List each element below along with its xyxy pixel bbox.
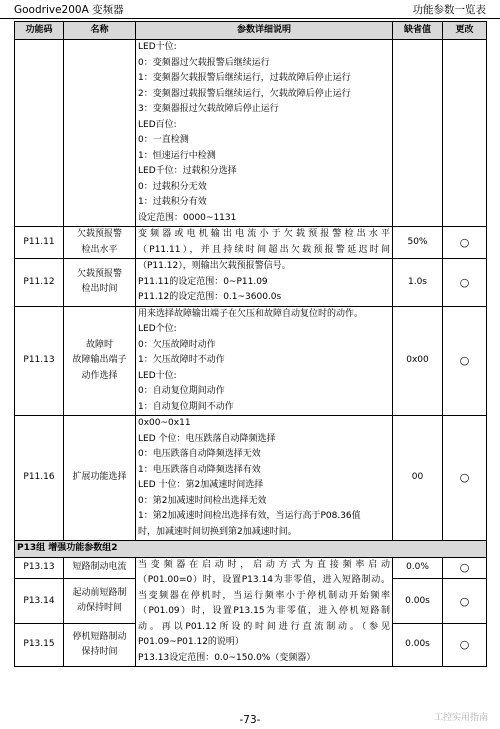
table-row-p13-13 (15, 557, 487, 579)
desc-line: 0：一直检测 (138, 135, 189, 145)
change-mark: ○ (443, 227, 487, 259)
function-code: P11.12 (15, 259, 64, 307)
page-number: -73- (239, 714, 261, 726)
function-code: P13.13 (15, 557, 64, 579)
parameter-name: 欠载预报警 检出水平 (64, 227, 136, 259)
desc-line: 1：恒速运行中检测 (138, 150, 216, 161)
col-header-name: 名称 (64, 22, 136, 40)
parameter-name: 欠载预报警 检出时间 (64, 259, 136, 307)
function-code: P11.13 (15, 306, 64, 416)
group-header-row (15, 541, 487, 558)
default-value: 0.0% (393, 557, 443, 579)
col-header-desc: 参数详细说明 (136, 22, 393, 40)
function-code: P13.15 (15, 624, 64, 667)
description-cell: （P11.12），则输出欠载预报警信号。 P11.11的设定范围：0~P11.09 P11.12的设定范围：0.1~3600.0s (136, 259, 393, 307)
parameter-name: 起动前短路制 动保持时间 (64, 579, 136, 624)
default-value: 0.00s (393, 624, 443, 667)
desc-line: LED十位: (138, 42, 177, 52)
col-header-default: 缺省值 (393, 22, 443, 40)
group-title: P13组 增强功能参数组2 (15, 541, 487, 558)
function-code: P11.16 (15, 416, 64, 541)
desc-line: 1：过载积分有效 (138, 197, 207, 207)
col-header-change: 更改 (443, 22, 487, 40)
page-header (0, 0, 500, 19)
table-row-p11-11 (15, 227, 487, 259)
change-mark: ○ (443, 579, 487, 624)
description-cell: 变频器或电机输出电流小于欠载预报警检出水平 （P11.11），并且持续时间超出欠载预报警延迟时间 (136, 227, 393, 259)
change-mark: ○ (443, 259, 487, 307)
description-cell (136, 40, 393, 227)
default-value: 00 (393, 416, 443, 541)
desc-line: 1：变频器欠载报警后继续运行，过载故障后停止运行 (138, 73, 351, 83)
watermark: 工控实用指南 (433, 713, 488, 723)
desc-line: 2：变频器过载报警后继续运行，欠载故障后停止运行 (138, 88, 351, 99)
table-row-p11-16 (15, 416, 487, 541)
col-header-code: 功能码 (15, 22, 64, 40)
table-header-row (15, 22, 487, 40)
change-mark: ○ (443, 306, 487, 416)
change-mark: ○ (443, 624, 487, 667)
header-product: Goodrive200A 变频器 (14, 4, 124, 16)
parameter-name: 短路制动电流 (64, 557, 136, 579)
default-value: 0x00 (393, 306, 443, 416)
parameter-table (14, 21, 487, 667)
parameter-name: 故障时 故障输出端子 动作选择 (64, 306, 136, 416)
desc-line: 0：过载积分无效 (138, 181, 207, 192)
desc-line: 0：变频器过欠载报警后继续运行 (138, 57, 270, 68)
default-value: 0.00s (393, 579, 443, 624)
default-value: 50% (393, 227, 443, 259)
parameter-name: 停机短路制动 保持时间 (64, 624, 136, 667)
description-cell: 用来选择故障输出端子在欠压和故障自动复位时的动作。 LED个位: 0：欠压故障时动作 1：欠压故障时不动作 LED十位: 0：自动复位期间动作 1：自动复位期间不动作 (136, 306, 393, 416)
table-row-p11-13 (15, 306, 487, 416)
desc-line: LED百位: (138, 119, 177, 130)
table-row-p11-12 (15, 259, 487, 307)
change-mark: ○ (443, 557, 487, 579)
desc-line: 3：变频器报过欠载故障后停止运行 (138, 104, 279, 114)
function-code: P13.14 (15, 579, 64, 624)
description-cell: 当变频器在启动时，启动方式为直接频率启动 （P01.00=0）时，设置P13.14为非零值，进入短路制动。 当变频器在停机时，当运行频率小于停机制动开始频率 （P01.09）时，设置P13.15为非零值，进入停机短路制 动。再以P01.12所设的时间进行直流制动。（参见 P01.09~P01.12的说明） P13.13设定范围：0.0~150.0%（变频器） (136, 557, 393, 667)
header-section: 功能参数一览表 (412, 4, 486, 16)
desc-line: LED千位：过载积分选择 (138, 166, 237, 176)
desc-line: 设定范围：0000~1131 (138, 212, 237, 223)
description-cell: 0x00~0x11 LED 个位：电压跌落自动降频选择 0：电压跌落自动降频选择无效 1：电压跌落自动降频选择有效 LED 十位：第2加减速时间选择 0：第2加减速时间检出选择无效 1：第2加减速时间检出选择有效，当运行高于P08.36值 时，加减速时间切换到第2加减速时间。 (136, 416, 393, 541)
table-row-continued (15, 40, 487, 227)
function-code: P11.11 (15, 227, 64, 259)
default-value: 1.0s (393, 259, 443, 307)
change-mark: ○ (443, 416, 487, 541)
parameter-name: 扩展功能选择 (64, 416, 136, 541)
